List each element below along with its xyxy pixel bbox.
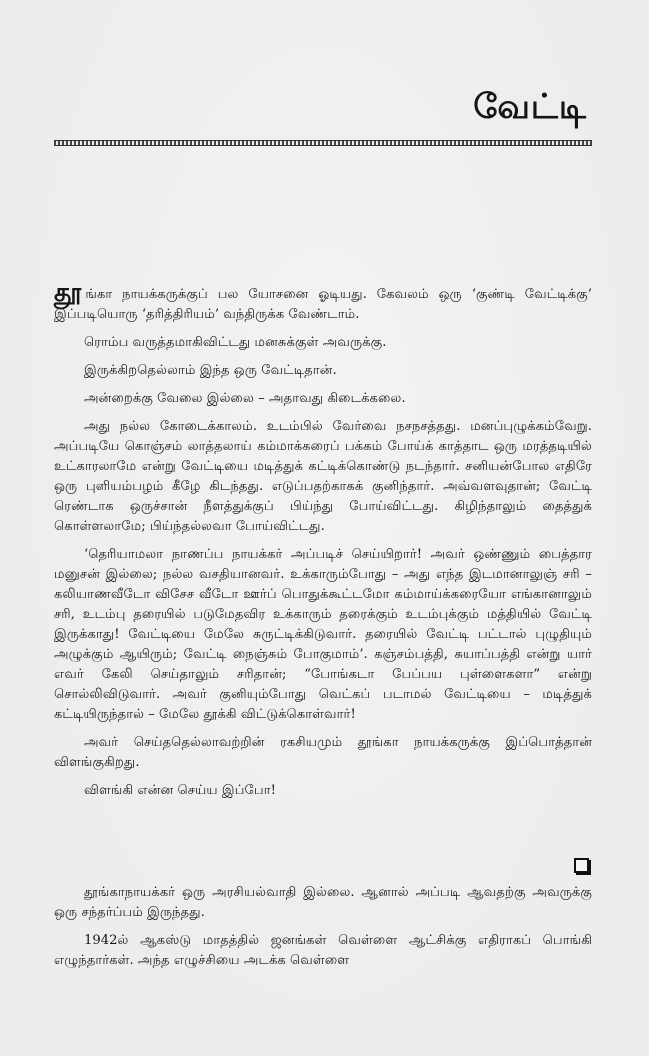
paragraph-6: ‘தெரியாமலா நாணப்ப நாயக்கர் அப்படிச் செய்யிறார்! அவர் ஒண்ணும் பைத்தார மனுசன் இல்லை; நல்ல வசதியானவர். உக்காரும்போது – அது எந்த இடமானாலுஞ் சரி – கலியாணவீடோ விசேச வீடோ ஊர்ப் பொதுக்கூட்டமோ கம்மாய்க்கரையோ எங்கானாலும் சரி, உடம்பு தரையில் படுமேதவிர உக்காரும் தரைக்கும் உடம்புக்கும் மத்தியில் வேட்டி இருக்காது! வேட்டியை மேலே சுருட்டிக்கிடுவார். தரையில் வேட்டி பட்டால் புழுதியும் அழுக்கும் ஆயிரும்; வேட்டி நைஞ்சும் போகுமாம்’. கஞ்சம்பத்தி, சுயாப்பத்தி என்று யார் எவர் கேலி செய்தாலும் சரிதான்; “போங்கடா பேப்பய புள்ளைகளா” என்று சொல்லிவிடுவார். அவர் குனியும்போது வெட்கப் படாமல் வேட்டியை – மடித்துக் கட்டியிருந்தால் – மேலே தூக்கி விட்டுக்கொள்வார்!	[54, 547, 592, 722]
paragraph-2: ரொம்ப வருத்தமாகிவிட்டது மனசுக்குள் அவருக்கு.	[84, 335, 387, 350]
chapter-body	[54, 278, 592, 809]
paragraph-5: அது நல்ல கோடைக்காலம். உடம்பில் வேர்வை நசநசத்தது. மனப்புழுக்கம்வேறு. அப்படியே கொஞ்சம் லாத்தலாய் கம்மாக்கரைப் பக்கம் போய்க் காத்தாட ஒரு மரத்தடியில் உட்காரலாமே என்று வேட்டியை மடித்துக் கட்டிக்கொண்டு நடந்தார். சனியன்போல எதிரே ஒரு புளியம்பழம் கீழே கிடந்தது. எடுப்பதற்காகக் குனிந்தார். அவ்வளவுதான்; வேட்டி ரெண்டாக ஒருச்சான் நீளத்துக்குப் பிய்ந்து போய்விட்டது. கிழிந்தாலும் தைத்துக் கொள்ளலாமே; பிய்ந்தல்லவா போய்விட்டது.	[54, 419, 592, 534]
drop-cap: தூ	[54, 278, 82, 308]
paragraph-3: இருக்கிறதெல்லாம் இந்த ஒரு வேட்டிதான்.	[84, 363, 337, 378]
section-break-icon	[574, 858, 589, 873]
title-divider	[54, 140, 592, 146]
paragraph-4: அன்றைக்கு வேலை இல்லை – அதாவது கிடைக்கலை.	[84, 391, 406, 406]
chapter-title: வேட்டி	[473, 87, 587, 127]
paragraph-8: விளங்கி என்ன செய்ய இப்போ!	[84, 783, 276, 798]
paragraph-10: 1942ல் ஆகஸ்டு மாதத்தில் ஜனங்கள் வெள்ளை ஆட்சிக்கு எதிராகப் பொங்கி எழுந்தார்கள். அந்த எழுச்சியை அடக்க வெள்ளை	[54, 933, 592, 968]
paragraph-text: ங்கா நாயக்கருக்குப் பல யோசனை ஓடியது. கேவலம் ஒரு ‘குண்டி வேட்டிக்கு’ இப்படியொரு ‘தரித்திரியம்’ வந்திருக்க வேண்டாம்.	[54, 287, 592, 322]
paragraph-9: தூங்காநாயக்கர் ஒரு அரசியல்வாதி இல்லை. ஆனால் அப்படி ஆவதற்கு அவருக்கு ஒரு சந்தர்ப்பம் இருந்தது.	[54, 885, 592, 920]
chapter-body-continued	[54, 883, 592, 979]
paragraph-7: அவர் செய்ததெல்லாவற்றின் ரகசியமும் தூங்கா நாயக்கருக்கு இப்பொத்தான் விளங்குகிறது.	[54, 735, 592, 770]
paragraph-1	[54, 278, 592, 325]
